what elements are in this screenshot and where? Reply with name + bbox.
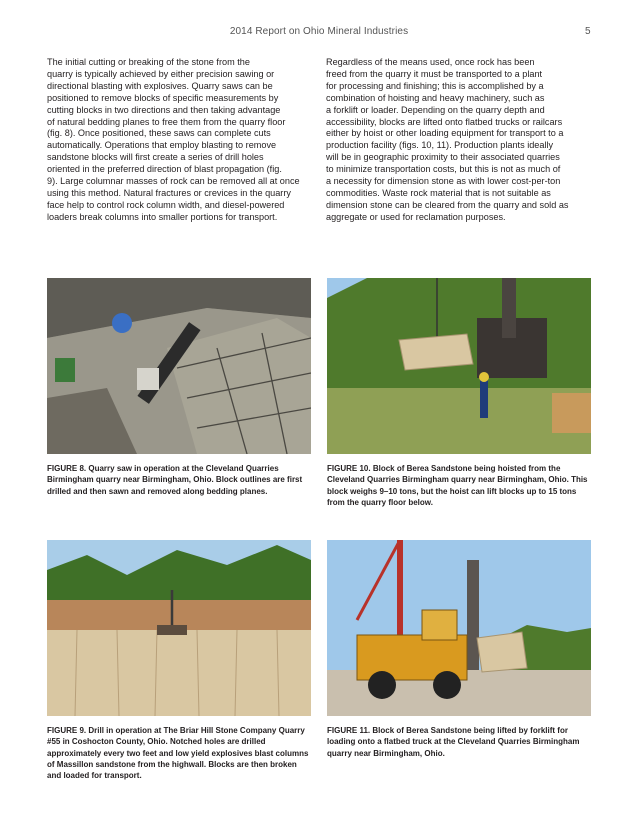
- figure-9-caption: [47, 725, 313, 781]
- figure-10-caption-text: Block of Berea Sandstone being hoisted from the Cleveland Quarries Birmingham quarry near Birmingham, Ohio. This block weighs 9–10 tons, but the hoist can lift blocks up to 15 tons from the quarry floor below.: [327, 464, 588, 507]
- figure-9-photo: [47, 540, 311, 716]
- figure-10-photo: [327, 278, 591, 454]
- figure-8-photo: [47, 278, 311, 454]
- figure-11-caption-text: Block of Berea Sandstone being lifted by forklift for loading onto a flatbed truck at the Cleveland Quarries Birmingham quarry near Birmingham, Ohio.: [327, 726, 580, 758]
- figure-10-label: FIGURE 10.: [327, 464, 371, 473]
- body-column-right: Regardless of the means used, once rock has been freed from the quarry it must be transported to a plant for processing and finishing; this is accomplished by a combination of hoisting and heavy machinery, such as a forklift or loader. Depending on the quarry depth and accessibility, blocks are lifted onto flatbed trucks or railcars either by hoist or other loading equipment for transport to a production facility (figs. 10, 11). Production plants ideally will be in geographic proximity to their associated quarries to minimize transportation costs, but this is not as much of a necessity for dimension stone as with lower cost-per-ton commodities. Waste rock material that is not suitable as dimension stone can be cleared from the quarry and sold as aggregate or used for reclamation purposes.: [326, 57, 569, 222]
- figure-8-caption-text: Quarry saw in operation at the Cleveland Quarries Birmingham quarry near Birmingham, Ohio. Block outlines are first drilled and then sawn and removed along bedding planes.: [47, 464, 303, 496]
- figure-11-caption: [327, 725, 593, 759]
- page-header-title: 2014 Report on Ohio Mineral Industries: [229, 26, 409, 37]
- page-number: 5: [585, 26, 591, 37]
- figure-9-label: FIGURE 9.: [47, 726, 87, 735]
- body-column-left: The initial cutting or breaking of the stone from the quarry is typically achieved by either precision sawing or directional blasting with explosives. Quarry saws can be positioned to remove blocks of specific measurements by cutting blocks in two directions and then taking advantage of natural bedding planes to free them from the quarry floor (fig. 8). Once positioned, these saws can complete cuts automatically. Operations that employ blasting to remove sandstone blocks will first create a series of drill holes oriented in the preferred direction of blast propagation (fig. 9). Large columnar masses of rock can be removed all at once using this method. Natural fractures or crevices in the quarry face help to control rock column width, and diesel-powered loaders break columns into smaller portions for transport.: [47, 57, 300, 222]
- figure-9-caption-text: Drill in operation at The Briar Hill Stone Company Quarry #55 in Coshocton County, Ohio. Notched holes are drilled approximately every two feet and low yield explosives blast columns of Massillon sandstone from the highwall. Blocks are then broken and loaded for transport.: [47, 726, 309, 781]
- figure-11-photo: [327, 540, 591, 716]
- figure-11-label: FIGURE 11.: [327, 726, 371, 735]
- figure-8-label: FIGURE 8.: [47, 464, 87, 473]
- figure-10-caption: [327, 463, 593, 508]
- figure-8-caption: [47, 463, 313, 497]
